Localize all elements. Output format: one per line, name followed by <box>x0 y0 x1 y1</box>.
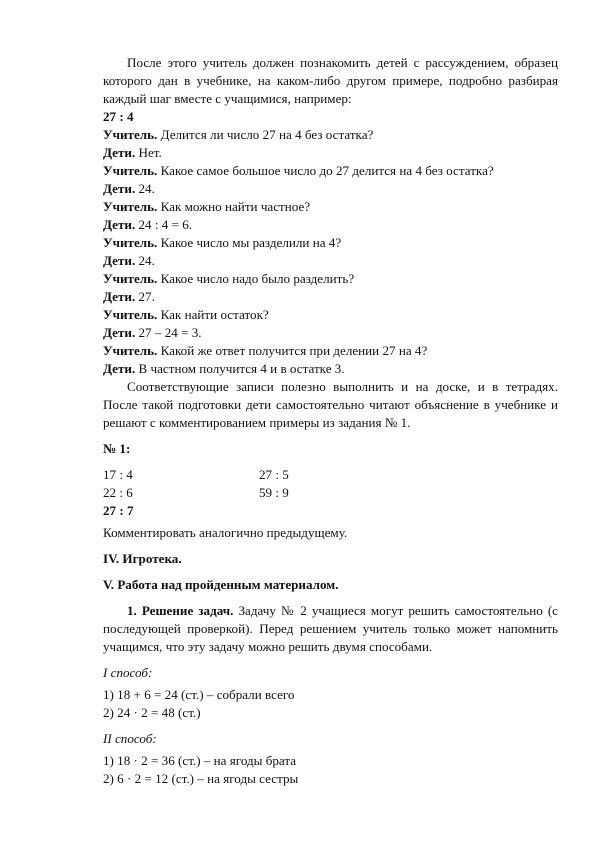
speaker: Дети. <box>103 325 136 340</box>
intro-paragraph: После этого учитель должен познакомить детей с рассуждением, образец которого дан в учебнике, на каком-либо другом примере, подробно разбирая каждый шаг вместе с учащимися, например: <box>103 55 558 106</box>
dialogue-line <box>103 306 558 324</box>
utterance: 24 : 4 = 6. <box>135 217 193 232</box>
example-title <box>103 108 558 126</box>
dialogue-line <box>103 360 558 378</box>
method1-label: I способ: <box>103 665 153 680</box>
utterance: Какой же ответ получится при делении 27 на 4? <box>157 343 428 358</box>
utterance: 24. <box>135 253 155 268</box>
dialogue-line <box>103 162 558 180</box>
utterance: 27. <box>135 289 155 304</box>
speaker: Дети. <box>103 289 136 304</box>
utterance: Как найти остаток? <box>157 307 269 322</box>
speaker: Учитель. <box>103 307 158 322</box>
dialogue-line <box>103 252 558 270</box>
document-page <box>103 54 558 788</box>
task1-row <box>103 466 558 484</box>
utterance: Какое самое большое число до 27 делится на 4 без остатка? <box>157 163 494 178</box>
task1-comment: Комментировать аналогично предыдущему. <box>103 525 348 540</box>
method2-line: 1) 18 · 2 = 36 (ст.) – на ягоды брата <box>103 753 297 768</box>
method2-label: II способ: <box>103 731 157 746</box>
utterance: В частном получится 4 и в остатке 3. <box>135 361 345 376</box>
section-4-heading-text: IV. Игротека. <box>103 551 182 566</box>
dialogue-line <box>103 198 558 216</box>
speaker: Дети. <box>103 145 136 160</box>
utterance: Какое число мы разделили на 4? <box>157 235 342 250</box>
example-left: 22 : 6 <box>103 485 133 500</box>
speaker: Дети. <box>103 253 136 268</box>
speaker: Учитель. <box>103 199 158 214</box>
utterance: Нет. <box>135 145 162 160</box>
task1-row <box>103 484 558 502</box>
utterance: 24. <box>135 181 155 196</box>
dialogue-line <box>103 144 558 162</box>
dialogue <box>103 126 558 378</box>
task1-title-text: № 1: <box>103 441 131 456</box>
utterance: 27 – 24 = 3. <box>135 325 202 340</box>
task1-bold-example <box>103 502 558 520</box>
example-right: 59 : 9 <box>259 485 289 500</box>
speaker: Дети. <box>103 361 136 376</box>
speaker: Дети. <box>103 181 136 196</box>
speaker: Учитель. <box>103 163 158 178</box>
dialogue-line <box>103 180 558 198</box>
dialogue-line <box>103 270 558 288</box>
dialogue-line <box>103 324 558 342</box>
utterance: Делится ли число 27 на 4 без остатка? <box>157 127 374 142</box>
solve-heading: 1. Решение задач. <box>127 603 234 618</box>
speaker: Учитель. <box>103 343 158 358</box>
section-5-heading-text: V. Работа над пройденным материалом. <box>103 577 339 592</box>
task1-bold-example-text: 27 : 7 <box>103 503 134 518</box>
speaker: Учитель. <box>103 235 158 250</box>
method1-line: 1) 18 + 6 = 24 (ст.) – собрали всего <box>103 687 295 702</box>
dialogue-line <box>103 126 558 144</box>
utterance: Как можно найти частное? <box>157 199 311 214</box>
after-dialogue-paragraph: Соответствующие записи полезно выполнить и на доске, и в тетрадях. После такой подготовки дети самостоятельно читают объяснение в учебнике и решают с комментированием примеры из задания № 1. <box>103 379 558 430</box>
dialogue-line <box>103 234 558 252</box>
section-4-heading <box>103 550 558 568</box>
task1-title <box>103 440 558 458</box>
dialogue-line <box>103 288 558 306</box>
solve-text: Задачу № 2 учащиеся могут решить самостоятельно (с последующей проверкой). Перед решением учитель только может напомнить учащимся, что эту задачу можно решить двумя способами. <box>103 603 558 654</box>
task1-examples <box>103 466 558 520</box>
dialogue-line <box>103 342 558 360</box>
utterance: Какое число надо было разделить? <box>157 271 355 286</box>
example-title-text: 27 : 4 <box>103 109 134 124</box>
example-left: 17 : 4 <box>103 467 133 482</box>
solve-paragraph <box>103 602 558 656</box>
method1-line: 2) 24 · 2 = 48 (ст.) <box>103 705 201 720</box>
speaker: Учитель. <box>103 271 158 286</box>
dialogue-line <box>103 216 558 234</box>
section-5-heading <box>103 576 558 594</box>
method2-line: 2) 6 · 2 = 12 (ст.) – на ягоды сестры <box>103 771 299 786</box>
speaker: Учитель. <box>103 127 158 142</box>
speaker: Дети. <box>103 217 136 232</box>
example-right: 27 : 5 <box>259 467 289 482</box>
